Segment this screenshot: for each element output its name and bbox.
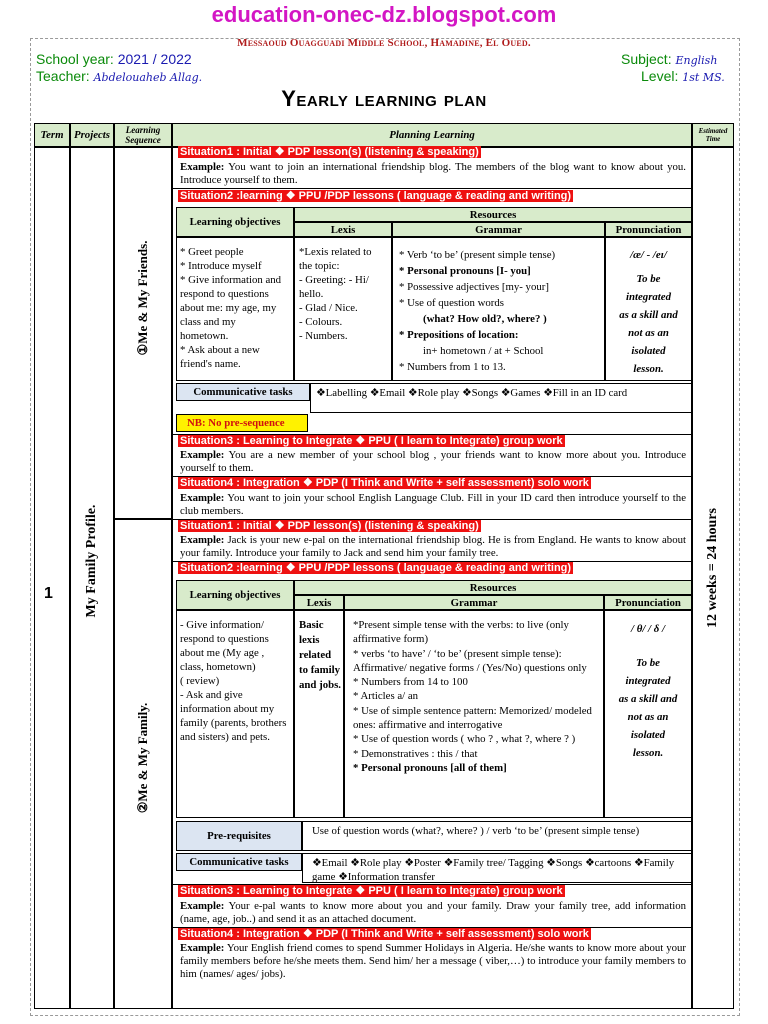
- seq2-comm-header: Communicative tasks: [176, 853, 302, 871]
- sequence1-name: ①Me & My Friends.: [135, 240, 150, 356]
- seq2-grammar-list: *Present simple tense with the verbs: to live (only affirmative form) * verbs ‘to have’ / ‘to be’ (present simple tense): Affirmative/ negative forms / (Yes/No) questions only * Numbers from 14 to 100 * Articles a/ an * Use of simple sentence pattern: Memorized/ modeled ones: affirmative and interrogative * Use of question words ( who ? , what ?, where ? ) * Demonstratives : this / that * Personal pronouns [all of them]: [353, 619, 592, 774]
- seq2-grammar-header: Grammar: [344, 595, 604, 610]
- seq2-situation4-example: Example: Your English friend comes to spend Summer Holidays in Algeria. He/she wants to know more about your family members before he/she meets them. Send him/ her a message ( viber,…) to introduce your family members to him (names/ ages/ jobs).: [180, 942, 686, 980]
- seq1-nb: NB: No pre-sequence: [176, 414, 308, 432]
- seq1-objectives-list: * Greet people * Introduce myself * Give information and respond to questions about me: my age, my class and my hometown. * Ask about a new friend's name.: [180, 246, 282, 370]
- seq2-situation3-example: Example: Your e-pal wants to know more about you and your family. Draw your family tree, add information (name, age, job..) and send it as an attached document.: [180, 900, 686, 925]
- header-planning: Planning Learning: [172, 123, 692, 147]
- page-title: Yearly learning plan: [281, 86, 487, 111]
- seq1-resources-header: Resources: [294, 207, 692, 222]
- level: Level: 1st MS.: [641, 68, 725, 84]
- seq1-pronunciation-header: Pronunciation: [605, 222, 692, 237]
- header-projects: Projects: [70, 123, 114, 147]
- seq1-comm-tasks: ❖Labelling ❖Email ❖Role play ❖Songs ❖Games ❖Fill in an ID card: [316, 387, 628, 399]
- seq2-comm-tasks: ❖Email ❖Role play ❖Poster ❖Family tree/ Tagging ❖Songs ❖cartoons ❖Family game ❖Information transfer: [312, 857, 675, 883]
- seq1-situation3-title: Situation3 : Learning to Integrate ❖ PPU ( I learn to Integrate) group work: [180, 435, 563, 447]
- seq2-objectives-list: - Give information/ respond to questions about me (My age , class, hometown) ( review) - Ask and give information about my family (parents, brothers and sisters) and pets.: [180, 619, 287, 743]
- seq2-situation1-title: Situation1 : Initial ❖ PDP lesson(s) (listening & speaking): [180, 520, 479, 532]
- seq2-situation1-example: Example: Jack is your new e-pal on the international friendship blog. He is from England. He wants to know about your family. Introduce your family to Jack and send him your family tree.: [180, 534, 686, 559]
- term-cell: [34, 147, 70, 1009]
- project-name: My Family Profile.: [84, 504, 99, 618]
- sequence2-name: ②Me & My Family.: [135, 702, 150, 814]
- seq1-grammar-header: Grammar: [392, 222, 605, 237]
- seq1-situation1-example: Example: You want to join an international friendship blog. The members of the blog want to know about you. Introduce yourself to them.: [180, 161, 686, 186]
- seq2-situation2-title: Situation2 :learning ❖ PPU /PDP lessons ( language & reading and writing): [180, 562, 572, 574]
- school-year: School year: 2021 / 2022: [36, 51, 192, 67]
- term-number: 1: [44, 585, 53, 602]
- header-time: Estimated Time: [692, 123, 734, 147]
- seq1-lexis-header: Lexis: [294, 222, 392, 237]
- seq2-resources-header: Resources: [294, 580, 692, 595]
- site-url: education-onec-dz.blogspot.com: [211, 2, 557, 27]
- header-term: Term: [34, 123, 70, 147]
- estimated-time: 12 weeks = 24 hours: [705, 508, 720, 628]
- seq1-situation4-title: Situation4 : Integration ❖ PDP (I Think and Write + self assessment) solo work: [180, 477, 589, 489]
- seq2-pronunciation-note: To be integrated as a skill and not as an isolated lesson.: [618, 657, 678, 759]
- seq1-pronunciation-symbol: /æ/ - /eɪ/: [630, 249, 667, 261]
- seq1-situation1-title: Situation1 : Initial ❖ PDP lesson(s) (listening & speaking): [180, 146, 479, 158]
- seq2-situation3-title: Situation3 : Learning to Integrate ❖ PPU ( I learn to Integrate) group work: [180, 885, 563, 897]
- school-name: Messaoud Ouagguadi Middle School, Hamadine, El Oued.: [237, 37, 531, 49]
- seq2-prereq-text: Use of question words (what?, where? ) / verb ‘to be’ (present simple tense): [312, 825, 640, 837]
- teacher: Teacher: Abdelouaheb Allag.: [36, 68, 203, 84]
- subject: Subject: English: [621, 51, 718, 67]
- seq2-prereq-header: Pre-requisites: [176, 821, 302, 851]
- seq1-situation2-title: Situation2 :learning ❖ PPU /PDP lessons ( language & reading and writing): [180, 190, 572, 202]
- seq1-objectives-header: Learning objectives: [176, 207, 294, 237]
- seq1-situation3-example: Example: You are a new member of your school blog , your friends want to know more about you. Introduce yourself to them.: [180, 449, 686, 474]
- header-sequence: Learning Sequence: [114, 123, 172, 147]
- seq1-lexis-list: *Lexis related to the topic: - Greeting: - Hi/ hello. - Glad / Nice. - Colours. - Numbers.: [299, 246, 372, 342]
- seq1-grammar-list: * Verb ‘to be’ (present simple tense) * Personal pronouns [I- you] * Possessive adjectives [my- your] * Use of question words (what? How old?, where? ) * Prepositions of location: in+ hometown / at + School * Numbers from 1 to 13.: [399, 249, 556, 373]
- seq2-lexis-header: Lexis: [294, 595, 344, 610]
- seq2-lexis-text: Basic lexis related to family and jobs.: [299, 619, 342, 691]
- seq1-comm-header: Communicative tasks: [176, 383, 310, 401]
- seq2-pronunciation-symbol: / θ/ / δ /: [631, 623, 665, 635]
- seq2-objectives-header: Learning objectives: [176, 580, 294, 610]
- seq1-situation4-example: Example: You want to join your school English Language Club. Fill in your ID card then introduce yourself to the club members.: [180, 492, 686, 517]
- seq2-pronunciation-header: Pronunciation: [604, 595, 692, 610]
- seq2-situation4-title: Situation4 : Integration ❖ PDP (I Think and Write + self assessment) solo work: [180, 928, 589, 940]
- seq1-pronunciation-note: To be integrated as a skill and not as an isolated lesson.: [619, 273, 678, 375]
